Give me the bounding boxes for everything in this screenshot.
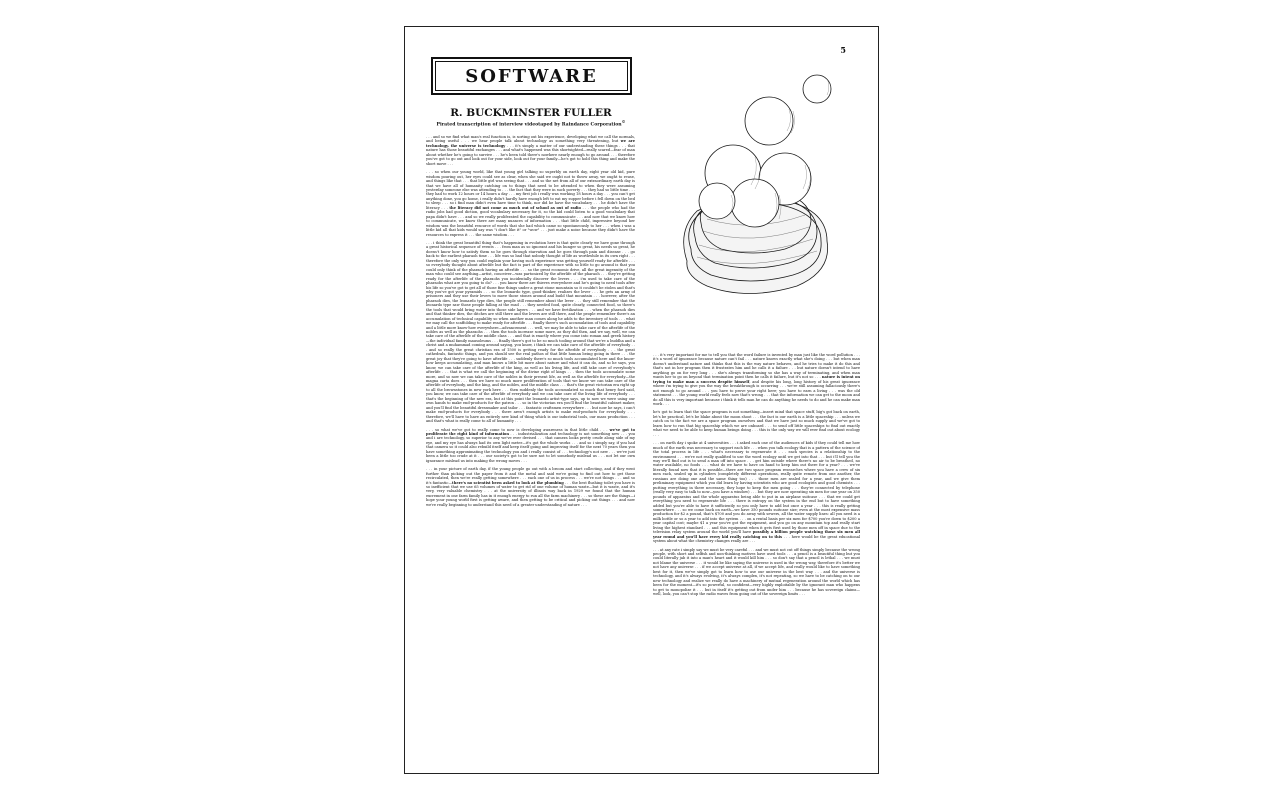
subtitle-line <box>425 119 637 128</box>
spheres-on-cushions-drawing <box>667 61 843 297</box>
right-text-column <box>653 353 860 763</box>
paragraph: . . . so what we've got to really come to now is developing awareness in that little child . . . we've got to proliferate the right kind of information . . . industrialization and technology is not something new . . . you and i are technology, so superior to any we've ever devised . . . that camera looks pretty crude along side of my eye, and my eye has always had its own light meter—it's got the whole works . . . and so i simply say, if you had that camera so it could also rebuild itself and keep itself going and improving itself for the next 70 years then you have something approximating the technology you and i really consist of . . . technology's not new . . . we've just been a little too crude at it . . . our society's got to be sure not to let somebody mislead us . . . not let our own ignorance mislead us into making the wrong moves . . . <box>426 427 635 463</box>
paragraph: . . . and so we find what man's real function is, is sorting out his experience, developing what we call the normals, and being useful . . . we hear people talk about technology as something very threatening, but we are technology. the universe is technology . . . it's simply a matter of our understanding these things . . . that nature has those beautiful exchanges . . . and what's happened was this shortsighted—really scared—fear of man about whether he's going to survive . . . he's been told there's nowhere nearly enough to go around . . . therefore you've got to go out and look out for your side, look out for your family—he's got to hold this thing and make the short move . . . <box>426 135 635 166</box>
left-text-column <box>426 135 635 763</box>
copyright-mark: © <box>621 119 626 124</box>
paragraph: . . . i think the great beautiful thing that's happening in evolution here is that quite clearly we have gone through a great historical sequence of events . . . from man as so ignorant and his hunger so great, his needs so great, he doesn't know how to satisfy them so he goes through starvation and he goes through pain and disease . . . go back to the earliest pharaoh time . . . life was so bad that nobody thought of life as worthwhile in its own right . . . therefore the only way you could explain your having such experience was getting yourself ready for afterlife . . . so everybody thought about afterlife but the fact is part of the experience with so little to go around is that you could only think of the pharaoh having an afterlife . . . so the great economic drive, all the great ingenuity of the man who could see anything—artist, conceiver—was partonized by the afterlife of the pharaoh . . . they're getting ready for the afterlife of the pharaohs you incidentally discover the levers . . . i'm used to take care of the pharaohs what are you going to do? . . . you know there are thieves everywhere and he's going to need tools after his life so you've got to get all of those fine things under a great stone mountain so it couldn't be stolen and that's why you've got your pyramids . . . so the leonardo type, good-thinker, realizes the lever . . . he gets an army of prisoners and they use their levers to move those stones around and build that mountain . . . however, after the pharaoh dies, the leonardo type dies, the people still remember about the lever . . . they still remember that the leonardo type saw those people falling at the road . . . they needed food, quite clearly, connected food, so there's the tools that would bring water into those side layers . . . and we have fertilization . . . when the pharaoh dies and that thinker dies, the ditches are still there and the levers are still there, and the people remember there's an accumulation of technical capability so when another man comes along he adds to the inventory of tools . . . what we may call the scaffolding to make ready for afterlife . . . finally there's such accumulation of tools and capability and a little more know-how everywhere—advancement . . . well, we may be able to take care of the afterlife of the nobles as well as the pharaohs . . . then the tools increase some more, as they did then, and we say, well, we can take care of the afterlife of the middle class . . . and that is exactly where you come into roman and greek history—the individual family mausoleums . . . finally there's got to be so much tooling around that we're a buddha and a christ and a muhammad coming around saying, you know, i think we can take care of the afterlife of everybody . . . and so really the great christian era of 1500 is getting ready for the afterlife of everybody . . . the great cathedrals, fantastic things, and you should see the real pathos of that little human being going in there . . . the great joy that they're going to have afterlife . . . suddenly there's so much tools accumulated here and the know-how keeps accumulating, and man knows a little bit more about nature and what it can do, and so he says, you know, we can take care of the afterlife of the king, as well as his living life, and still take care of everybody's afterlife . . . that is what we call the beginning of the divine right of kings . . . then the tools accumulate some more, and so now we can take care of the nobles in their present life, as well as the afterlife for everybody—the magna carta does . . . then we have so much more proliferation of tools that we know we can take care of the afterlife of everybody, and the king, and the nobles, and the middle class . . . that's the great victorian era right up to all the brownstones in new york here . . . then suddenly the tools accumulated so much that henry ford said, you know, we can take care of the afterlife of everybody and we can take care of the living life of everybody . . . that's the beginning of the new era, but at this point the leonardo artist-type says, up to now we were using our own hands to make end-products for the patron . . . so in the victorian era you'll find the beautiful cabinet maker, and you'll find the beautiful dressmaker and tailor . . . fantastic craftsmen everywhere . . . but now he says, i can't make end-products for everybody . . . there aren't enough artists to make end-products for everybody . . . therefore, we'll have to have an entirely new kind of thing which is our industrial tools, our mass production . . . and that's what is really come to all of humanity . . . <box>426 240 635 424</box>
paragraph: he's got to learn that the space program is not something—insert mind that space stuff, big's got back on earth, let's be practical, let's be blake about the moon shoot . . . the fact is our earth is a little spaceship . . . unless we catch on to the fact we are a space program ourselves and that we have just so much supply and we've got to learn how to run that big spaceship which we are onboard . . . to send off little spaceships to find out exactly what we need to be able to keep human beings doing . . . this is the only way we will ever find out about ecology . . . <box>653 410 860 437</box>
paragraph: . . . in your picture of earth day, if the young people go out with a broom and start collecting, and if they went further than picking out the paper from it and the metal and said we're going to find out how to get those recirculated, then we're really getting somewhere . . . each one of us in process . . . we're not things . . . and so it's fantastic—there's no scientist been asked to look at the plumbing . . . the best flushing toilet you have is so inefficient that we use 65 volumes of water to get rid of one volume of human waste—but it is waste, and it's very, very valuable chemistry . . . at the university of illinois way back in 1929 we found that the human excrement in one farm family has in it enough energy to run all the farm machinery . . . so these are the things—i hope your young world first is getting aware, and then getting to be critical and picking out things . . . and now we're really beginning to understand this need of a greater understanding of nature . . . <box>426 467 635 507</box>
title-box <box>431 57 632 95</box>
paragraph: . . . so when our young world, like that young girl talking so superbly on earth day, eight year old kid, pure wisdom pouring out, her eyes could see as clear, when she said we ought not to throw away, we ought to reuse, and things like that . . . that little girl was seeing that . . . and so the net from all of our extraordinary earth day is that we have all of humanity catching on to things that need to be attended to when they were assuming yesterday someone else was attending to . . . the fact that they were in such poverty . . . they had so little time . . . they had to work 12 hours or 14 hours a day . . . my first job i really was working 18 hours a day . . . you can't get anything done, you go home, i really didn't hardly have enough left to eat my supper before i fell down on the bed to sleep . . . so i find man didn't even have time to think, nor did he have the vocabulary . . . he didn't have the literacy . . . the literacy did not come as much out of school as out of radio . . . the people who had the radio jobs had good diction, good vocabulary necessary for it, so the kid could listen to a good vocabulary that papa didn't have . . . and so we really proliferated the capability to communicate . . . and now that we know how to communicate, we know there are many nuances of information . . . that little child, impressive beyond her wisdom was the beautiful resource of words that she had which came so spontaneously to her . . . when i was a little kid all that kids would say was "i don't like it" or "wow" . . . just make a noise because they didn't have the resources to express it . . . the same wisdom . . . <box>426 170 635 237</box>
paragraph: . . . on earth day i spoke at 4 universities . . . i asked each one of the audiences of kids if they could tell me how much of the earth was necessary to support each life . . . when you talk ecology that is a pattern of the science of the total process in life . . . what's necessary to regenerate it . . . each species is a relationship to the environment . . . we're not really qualified to use the word ecology until we get into that . . . but i'll tell you the way we'll find out is to send a man off into space . . . get him outside where there's no air to be breathed, no water available, no foods . . . what do we have to have on hand to keep him out there for a year? . . . we've literally found now that it is possible—there are two space program researches where you have a crew of six men each, sealed up in cylinders (completely different operations, really quite remote from one another, the russians are doing one and the same thing too) . . . those men are sealed for a year, and we give them preliminary equipment which you did learn by having scientists who are good ecologists and good chemists . . . putting everything in there necessary, they hope to keep the men going . . . they're connected by telephone (really very easy to talk to now—you have a window) . . . but they are now operating six men for one year on 350 pounds of apparatus and the whole apparatus being able to put in an airplane suitcase . . . that we could get everything you need to regenerate life . . . there is entropy on the system in the end but to have something added but you're able to have it sufficiently so you only have to add but once a year . . . this is really getting somewhere . . . so we come back on earth—we have 350 pounds suitcase size; even at the most expensive mass production for $2 a pound, that's $700 and you do away with sewers, all the water supply lines: all you need is a milk bottle or so a year to add into the system . . . on a rental basis per six men for $700 you're down to $200 a year capital cost; maybe $1 a year you've got the equipment, and you go on any mountain top and really start living the highest standard . . . and this equipment when it gets first used by those men off in space due to the television relay system around the world you'll have possibly a billion people watching those six men all year round and you'll have every kid really catching on to this . . . here would be the great educational system about what the chemistry changes really are . . . <box>653 441 860 544</box>
page-number: 5 <box>840 45 846 55</box>
subtitle-text: Pirated transcription of interview videotaped by Raindance Corporation <box>436 122 622 128</box>
page-title: SOFTWARE <box>465 65 598 87</box>
paragraph: . . . it's very important for me to tell you that the word failure is invented by man just like the word pollution . . . it's a word of ignorance because nature can't fail . . . nature knows exactly what she's doing . . . but when man doesn't understand nature and thinks that this is the way nature behaves, and he tries to make it do this and that's not in her program then it frustrates him and he calls it a failure . . . but nature doesn't intend to have anything go on for very long . . . she's always transforming so she has a way of terminating, and when man wants her to go on beyond that termination point then he calls it failure, but it's not so . . . nature is intent on trying to make man a success despite himself, and despite his long, long history of his great ignorance where i'm trying to give you the way the breakthrough is occurring . . . we're still assuming fallaciously there's not enough to go around . . . you have to prove your right here; you have to earn a living . . . was the old statement . . . the young world really feels now that's wrong . . . that the information we can get to the moon and do all this is very important because i think it tells man he can do anything he needs to do and he can make man work . . . <box>653 353 860 406</box>
paragraph: . . . at any rate i simply say we must be very careful . . . and we must not cut off things simply because the wrong people, with short and selfish and non-thinking motives have used tools . . . a pencil is a beautiful thing but you could literally jab it into a man's heart and it would kill him . . . so don't say that a pencil is lethal . . . we must not blame the universe . . . it would be like saying the universe is used in the wrong way, therefore it's better we not have any universe . . . if we accept universe at all, if we accept life, and really would like to have something best for it, then we've simply got to learn how to use our universe in the best way . . . and the universe is technology, and it's always evolving, it's always complex, it's not repeating, so we have to be catching on to our new technology and realize we really do have a machinery of mutual regeneration around the world which has been for the moment—it's so powerful, so confident—very highly exploitable by the ignorant man who happens to get to monopolize it . . . but in itself it's getting out from under him . . . because he has sovereign claims—well, look, you can't stop the radio waves from going out of the sovereign limits . . . <box>653 547 860 597</box>
author-name: R. BUCKMINSTER FULLER <box>450 107 612 119</box>
magazine-page <box>404 26 879 774</box>
